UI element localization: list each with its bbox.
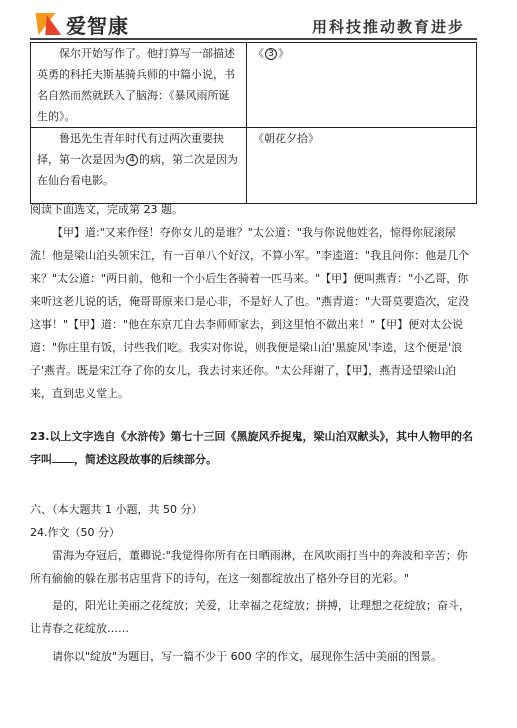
section-6-heading: 六、（本大题共 1 小题，共 50 分）	[30, 503, 203, 516]
page-header	[30, 8, 477, 42]
table-cell-book-title: 《朝花夕拾》	[247, 128, 477, 204]
answer-table	[30, 42, 477, 204]
brand-name: 爱智康	[66, 14, 129, 38]
logo-mark-icon	[30, 12, 60, 38]
header-slogan: 用科技推动教育进步	[311, 18, 465, 36]
answer-blank	[52, 451, 74, 463]
question-23: 23.以上文字选自《水浒传》第七十三回《黑旋风乔捉鬼，梁山泊双献头》，其中人物甲的名字叫 ，简述这段故事的后续部分。	[30, 430, 473, 466]
table-row	[31, 128, 477, 204]
table-cell-description: 鲁迅先生青年时代有过两次重要抉择，第一次是因为 4 的病，第二次是因为在仙台看电影。	[31, 128, 247, 204]
header-divider	[30, 38, 477, 40]
table-cell-book-title: 《 3 》	[247, 43, 477, 128]
reading-passage: 【甲】道:"又来作怪！夺你女儿的是谁？"太公道："我与你说他姓名，惊得你屁滚尿流！他是梁山泊头领宋江，有一百单八个好汉，不算小军。"李逵道："我且问你：他是几个来？"太公道："两日前，他和一个小后生各骑着一匹马来。"【甲】便叫燕青："小乙哥，你来听这老儿说的话，俺哥哥原来口是心非，不是好人了也。"燕青道："大哥莫要造次，定没这事！"【甲】道："他在东京兀自去李师师家去，到这里怕不做出来！"【甲】便对太公说道："你庄里有饭，讨些我们吃。我实对你说，则我便是梁山泊'黑旋风'李逵，这个便是'浪子'燕青。既是宋江夺了你的女儿，我去讨来还你。"太公拜谢了，【甲】，燕青迳望梁山泊来，直到忠义堂上。	[30, 226, 470, 400]
table-cell-description: 保尔开始写作了。他打算写一部描述英勇的科托夫斯基骑兵师的中篇小说，书名自然而然就跃入了脑海：《暴风雨所诞生的》。	[31, 43, 247, 128]
reading-intro: 阅读下面选文，完成第 23 题。	[30, 203, 183, 216]
blank-marker-3: 3	[265, 48, 277, 60]
essay-instruction: 请你以"绽放"为题目，写一篇不少于 600 字的作文，展现你生活中美丽的图景。	[52, 650, 443, 663]
blank-marker-4: 4	[126, 154, 138, 166]
essay-prompt-quote: 雷海为夺冠后，董卿说:"我觉得你所有在日晒雨淋，在风吹雨打当中的奔波和辛苦；你所有偷偷的躲在那书店里背下的诗句，在这一刻都绽放出了格外夺目的光彩。"	[30, 549, 468, 585]
brand-logo	[30, 10, 129, 39]
table-row	[31, 43, 477, 128]
question-24-title: 24.作文（50 分）	[30, 526, 120, 539]
essay-prompt-theme: 是的，阳光让美丽之花绽放；关爱，让幸福之花绽放；拼搏，让理想之花绽放；奋斗，让青春之花绽放……	[30, 599, 470, 635]
